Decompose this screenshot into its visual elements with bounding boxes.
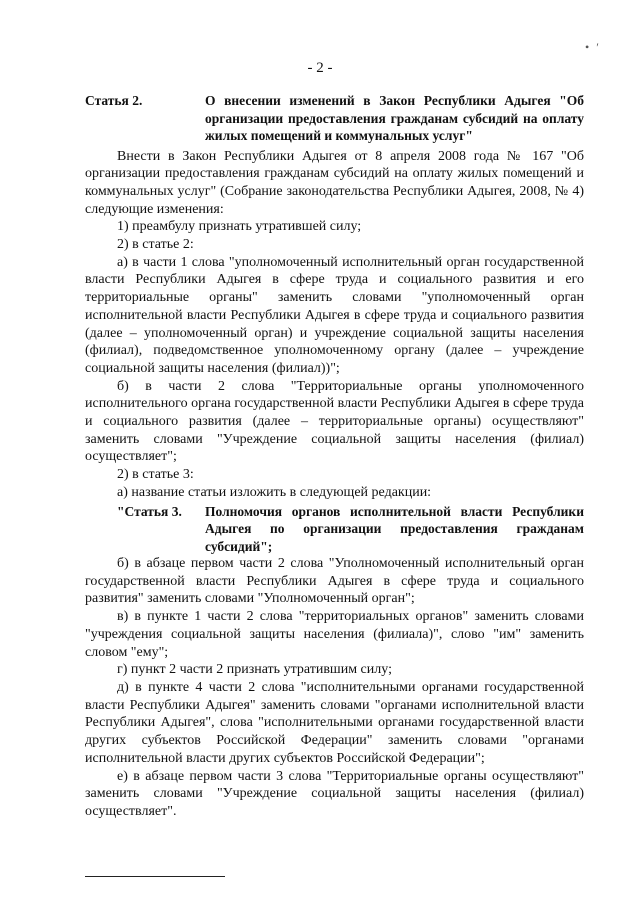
article-3-label: "Статья 3.: [117, 503, 182, 519]
paragraph: 1) преамбулу признать утратившей силу;: [117, 219, 362, 235]
footnote-divider: [85, 876, 225, 877]
corner-mark: • ′: [585, 40, 601, 54]
paragraph: е) в абзаце первом части 3 слова "Территориальные органы осуществляют" заменить словами "Учреждение социальной защиты населения (филиал) осуществляет".: [85, 768, 584, 819]
paragraph: 2) в статье 2:: [117, 237, 194, 253]
paragraph: в) в пункте 1 части 2 слова "территориальных органов" заменить словами "учреждения социальной защиты населения (филиала)", слово "им" заменить словом "ему";: [85, 609, 584, 660]
paragraph: г) пункт 2 части 2 признать утратившим силу;: [117, 662, 392, 678]
article-2-label: Статья 2.: [85, 93, 143, 108]
paragraph: б) в части 2 слова "Территориальные органы уполномоченного исполнительного органа государственной власти Республики Адыгея в сфере труда и социального развития (далее – территориальные органы) осуществляют" заменить словами "Учреждение социальной защиты населения (филиал) осуществляет";: [85, 378, 584, 465]
paragraph: б) в абзаце первом части 2 слова "Уполномоченный исполнительный орган государственной власти Республики Адыгея в сфере труда и социального развития" заменить словами "Уполномоченный орган";: [85, 556, 584, 607]
page-number: - 2 -: [307, 60, 333, 76]
article-3-heading: [85, 503, 584, 556]
article-2-heading: [85, 92, 584, 145]
paragraph: а) название статьи изложить в следующей редакции:: [117, 484, 432, 500]
paragraph: 2) в статье 3:: [117, 467, 194, 483]
article-2-title: О внесении изменений в Закон Республики Адыгея "Об организации предоставления гражданам субсидий на оплату жилых помещений и коммунальных услуг": [205, 93, 584, 143]
paragraph: д) в пункте 4 части 2 слова "исполнительными органами государственной власти Республики Адыгея" заменить словами "органами исполнительной власти Республики Адыгея", слова "исполнительными органами государственной власти других субъектов Российской Федерации" заменить словами "органами исполнительной власти других субъектов Российской Федерации";: [85, 679, 584, 766]
document-body: [85, 92, 584, 821]
paragraph: а) в части 1 слова "уполномоченный исполнительный орган государственной власти Республики Адыгея в сфере труда и социального развития и его территориальные органы" заменить словами "уполномоченный орган исполнительной власти Республики Адыгея в сфере труда и социального развития (далее – уполномоченный орган) и учреждение социальной защиты населения (филиал), подведомственное уполномоченному органу (далее – учреждение социальной защиты населения (филиал))";: [85, 254, 584, 376]
paragraph: Внести в Закон Республики Адыгея от 8 апреля 2008 года № 167 "Об организации предоставления гражданам субсидий на оплату жилых помещений и коммунальных услуг" (Собрание законодательства Республики Адыгея, 2008, № 4) следующие изменения:: [85, 148, 584, 217]
article-3-title: Полномочия органов исполнительной власти Республики Адыгея по организации предоставления гражданам субсидий";: [205, 503, 584, 554]
